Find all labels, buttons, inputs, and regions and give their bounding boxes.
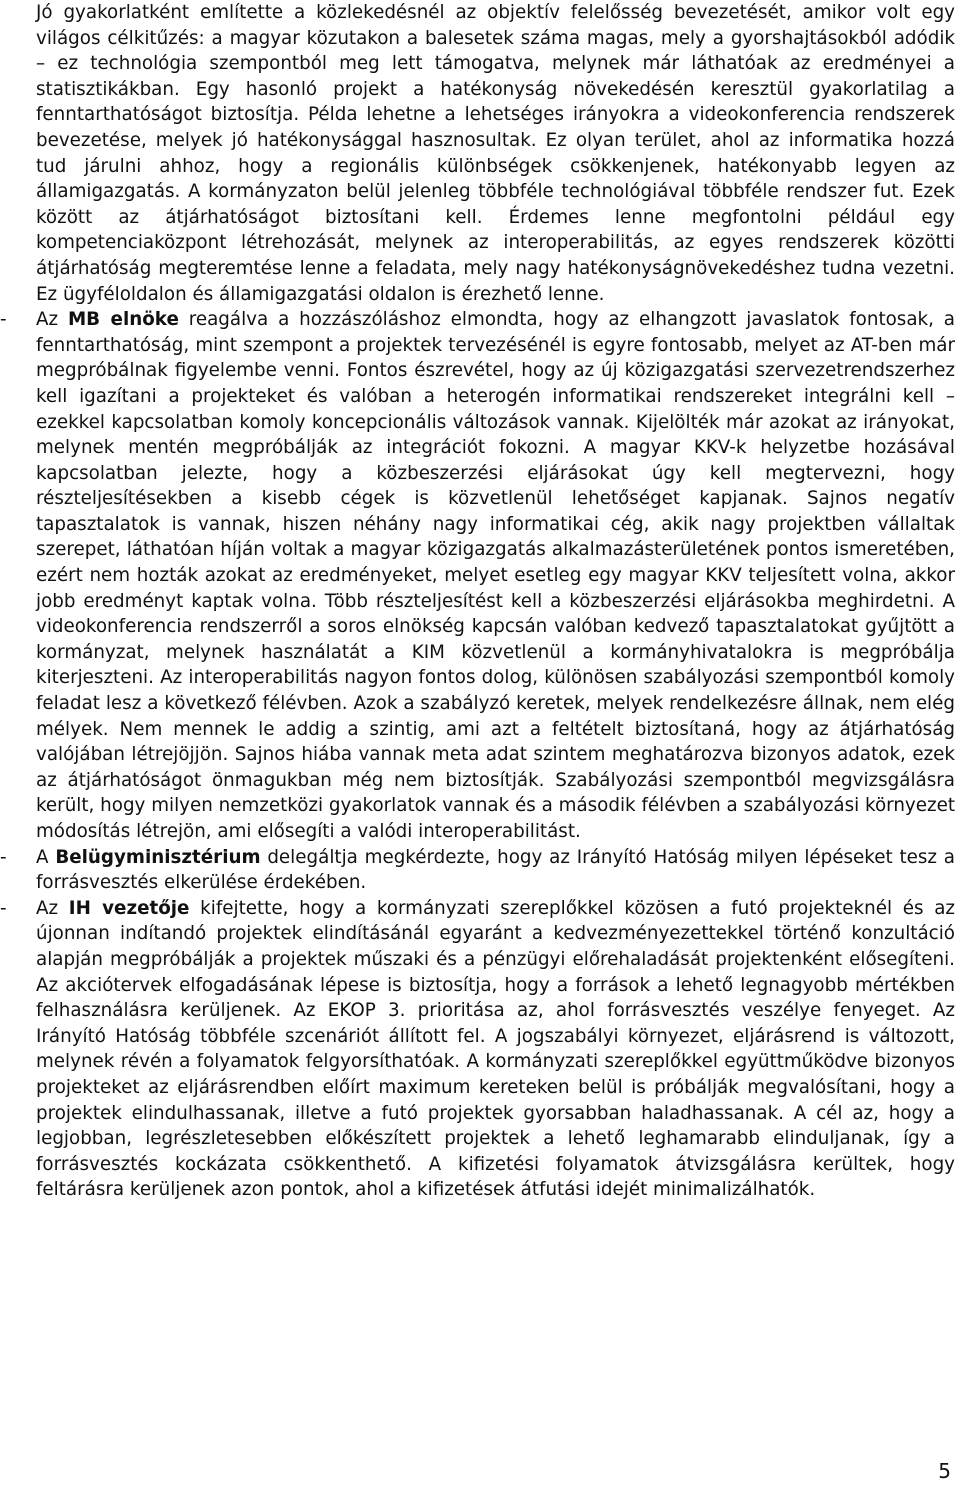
mb-chair-paragraph: [0, 307, 955, 844]
speaker-name: IH vezetője: [68, 897, 190, 919]
bullet-dash: -: [0, 897, 7, 919]
interior-ministry-paragraph: [0, 845, 955, 896]
speaker-name: MB elnöke: [67, 309, 179, 331]
speaker-name: Belügyminisztérium: [55, 846, 261, 868]
bullet-dash: -: [0, 309, 7, 331]
paragraph-prefix: A: [36, 846, 56, 868]
intro-paragraph: Jó gyakorlatként említette a közlekedésnél az objektív felelősség bevezetését, amikor volt egy világos célkitűzés: a magyar közutakon a balesetek száma magas, mely a gyorshajtásokból adódik – ez technológia szempontból meg lett támogatva, melynek már láthatóak az eredményei a statisztikákban. Egy hasonló projekt a hatékonyság növekedésén keresztül gyakorlatilag a fenntarthatóságot biztosítja. Példa lehetne a lehetséges irányokra a videokonferencia rendszerek bevezetése, melyek jó hatékonysággal hasznosultak. Ez olyan terület, ahol az informatika hozzá tud járulni ahhoz, hogy a regionális különbségek csökkenjenek, hatékonyabb legyen az államigazgatás. A kormányzaton belül jelenleg többféle technológiával többféle rendszer fut. Ezek között az átjárhatóságot biztosítani kell. Érdemes lenne megfontolni például egy kompetenciaközpont létrehozását, melynek az interoperabilitás, az egyes rendszerek közötti átjárhatóság megteremtése lenne a feladata, mely nagy hatékonyságnövekedéshez tudna vezetni. Ez ügyféloldalon és államigazgatási oldalon is érezhető lenne.: [36, 2, 955, 305]
paragraph-text: delegáltja megkérdezte, hogy az Irányító Hatóság milyen lépéseket tesz a forrásvesztés elkerülése érdekében.: [36, 846, 955, 894]
paragraph-text: kifejtette, hogy a kormányzati szereplőkkel közösen a futó projekteknél és az újonnan indítandó projektek elindításánál egyaránt a kedvezményezettekkel történő konzultáció alapján megpróbálják a projektek műszaki és a pénzügyi előrehaladását projektenként elősegíteni. Az akciótervek elfogadásának lépese is biztosítja, hogy a források a lehető legnagyobb mértékben felhasználásra kerüljenek. Az EKOP 3. prioritása az, ahol forrásvesztés veszélye fenyeget. Az Irányító Hatóság többféle szcenáriót állított fel. A jogszabályi környezet, eljárásrend is változott, melynek révén a folyamatok felgyorsíthatóak. A kormányzati szereplőkkel együttműködve bizonyos projekteket az eljárásrendben előírt maximum kereteken belül is próbálják megvalósítani, hogy a projektek elindulhassanak, illetve a futó projektek gyorsabban haladhassanak. A cél az, hogy a legjobban, legrészletesebben előkészített projektek a lehető leghamarabb elinduljanak, így a forrásvesztés kockázata csökkenthető. A kifizetési folyamatok átvizsgálásra kerültek, hogy feltárásra kerüljenek azon pontok, ahol a kifizetések átfutási idejét minimalizálhatók.: [36, 897, 955, 1201]
paragraph-prefix: Az: [36, 309, 68, 331]
paragraph-text: reagálva a hozzászóláshoz elmondta, hogy az elhangzott javaslatok fontosak, a fenntarthatóság, mint szempont a projektek tervezésénél is egyre fontosabb, melyet az AT-ben már megpróbálnak figyelembe venni. Fontos észrevétel, hogy az új közigazgatási szervezetrendszerhez kell igazítani a projekteket és valóban a heterogén informatikai rendszereket integrálni kell – ezekkel kapcsolatban komoly koncepcionális változások vannak. Kijelölték már azokat az irányokat, melynek mentén megpróbálják az integrációt fokozni. A magyar KKV-k helyzetbe hozásával kapcsolatban jelezte, hogy a közbeszerzési eljárásokat úgy kell megtervezni, hogy részteljesítésekben a kisebb cégek is közvetlenül lehetőséget kapjanak. Sajnos negatív tapasztalatok is vannak, hiszen néhány nagy informatikai cég, akik nagy projektben vállaltak szerepet, láthatóan híján voltak a magyar közigazgatás alkalmazásterületének pontos ismeretében, ezért nem hozták azokat az eredményeket, melyet esetleg egy magyar KKV teljesített volna, akkor jobb eredményt kaptak volna. Több részteljesítést kell a közbeszerzési eljárásokba meghirdetni. A videokonferencia rendszerről a soros elnökség kapcsán valóban kedvező tapasztalatokat gyűjtött a kormányzat, melynek használatát a KIM közvetlenül a kormányhivatalokra is megpróbálja kiterjeszteni. Az interoperabilitás nagyon fontos dolog, különösen szabályozási szempontból komoly feladat lesz a következő félévben. Azok a szabályzó keretek, melyek rendelkezésre állnak, nem elég mélyek. Nem mennek le addig a szintig, ami azt a feltételt biztosítaná, hogy az átjárhatóság valójában létrejöjjön. Sajnos hiába vannak meta adat szintem meghatározva bizonyos adatok, ezek az átjárhatóságot önmagukban még nem biztosítják. Szabályozási szempontból megvizsgálásra került, hogy milyen nemzetközi gyakorlatok vannak és a második félévben a szabályozási környezet módosítás létrejön, ami elősegíti a valódi interoperabilitást.: [36, 309, 955, 842]
paragraph-prefix: Az: [36, 897, 69, 919]
ih-head-paragraph: [0, 896, 955, 1203]
page-number: 5: [938, 1459, 951, 1483]
bullet-dash: -: [0, 846, 7, 868]
